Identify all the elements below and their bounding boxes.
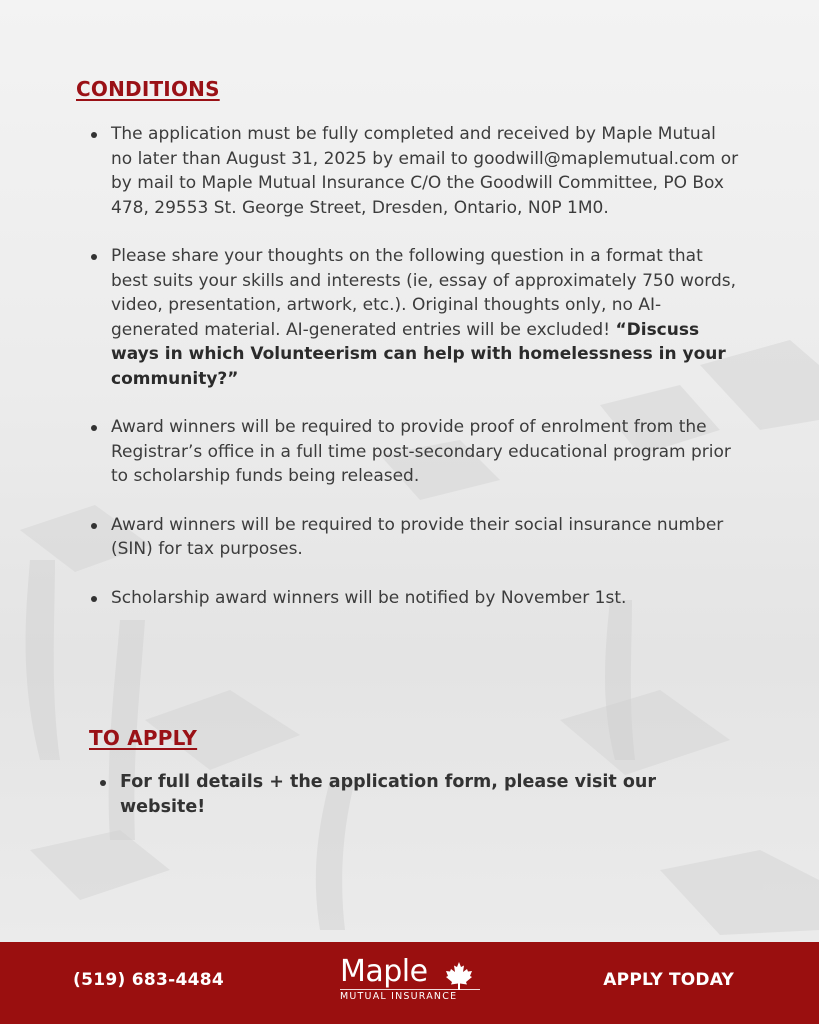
list-item-text: Award winners will be required to provide proof of enrolment from the Registrar’s office in a full time post-secondary educational program prior to scholarship funds being released. — [111, 417, 731, 486]
to-apply-heading: TO APPLY — [89, 726, 198, 750]
logo-subtitle: MUTUAL INSURANCE — [340, 989, 480, 1002]
conditions-heading: CONDITIONS — [76, 77, 220, 101]
list-item — [91, 122, 741, 220]
essay-question: “Discuss ways in which Volunteerism can help with homelessness in your community?” — [111, 319, 726, 389]
list-item-text: Award winners will be required to provide their social insurance number (SIN) for tax purposes. — [111, 514, 724, 559]
maple-leaf-icon — [444, 961, 474, 991]
list-item-text: For full details + the application form, please visit our website! — [120, 772, 656, 817]
maple-mutual-logo — [336, 954, 486, 1010]
list-item — [91, 513, 741, 562]
list-item-text: Scholarship award winners will be notified by November 1st. — [111, 587, 627, 608]
list-item-text: The application must be fully completed and received by Maple Mutual no later than August 31, 2025 by email to goodwill@maplemutual.com or by mail to Maple Mutual Insurance C/O the Goodwill Committee, PO Box 478, 29553 St. George Street, Dresden, Ontario, N0P 1M0. — [111, 124, 739, 218]
apply-today-link[interactable]: APPLY TODAY — [603, 970, 734, 990]
list-item — [91, 586, 741, 611]
list-item — [91, 244, 741, 391]
to-apply-list — [100, 770, 700, 819]
list-item-text: Please share your thoughts on the following question in a format that best suits your skills and interests (ie, essay of approximately 750 words, video, presentation, artwork, etc.). Original thoughts only, no AI-generated material. AI-generated entries will be excluded! — [111, 246, 737, 340]
conditions-list — [91, 122, 741, 634]
footer-bar — [0, 942, 819, 1024]
list-item — [100, 770, 700, 819]
phone-number[interactable]: (519) 683-4484 — [73, 970, 224, 990]
logo-wordmark: Maple — [340, 954, 428, 989]
list-item — [91, 415, 741, 489]
